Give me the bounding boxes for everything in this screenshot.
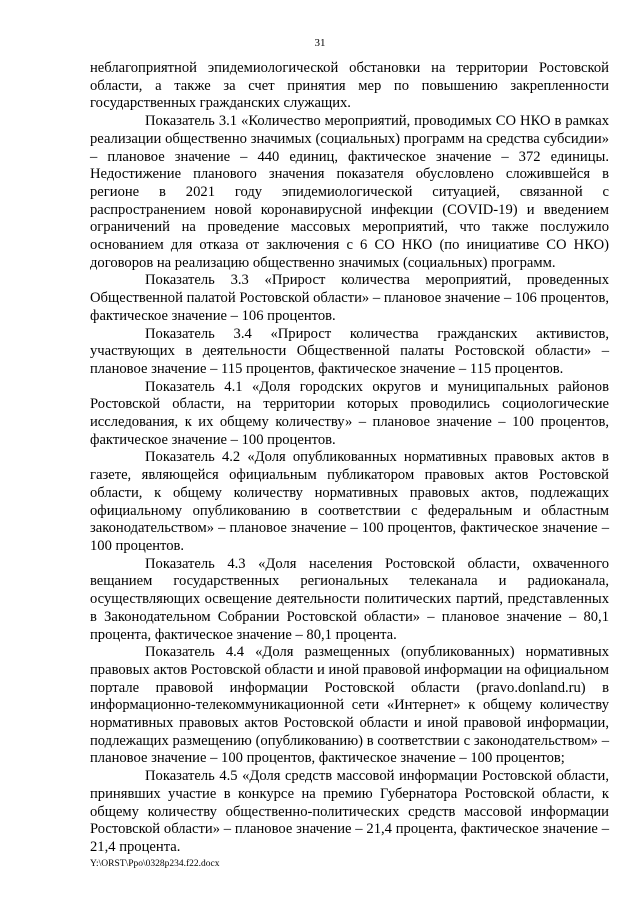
paragraph-continuation: неблагоприятной эпидемиологической обстановки на территории Ростовской области, а также за счет принятия мер по повышению закрепленности государственных гражданских служащих. bbox=[90, 60, 609, 112]
paragraph-indicator-4-5: Показатель 4.5 «Доля средств массовой информации Ростовской области, принявших участие в конкурсе на премию Губернатора Ростовской области, к общему количеству общественно-политических средств массовой информации Ростовской области» – плановое значение – 21,4 процента, фактическое значение – 21,4 процента. bbox=[90, 768, 609, 855]
paragraph-indicator-3-1: Показатель 3.1 «Количество мероприятий, проводимых СО НКО в рамках реализации общественно значимых (социальных) программ на средства субсидии» – плановое значение – 440 единиц, фактическое значение – 372 единицы. Недостижение планового значения показателя обусловлено сложившейся в регионе в 2021 году эпидемиологической ситуацией, связанной с распространением новой коронавирусной инфекции (COVID-19) и введением ограничений на проведение массовых мероприятий, что также послужило основанием для отказа от заключения с 6 СО НКО (по инициативе СО НКО) договоров на реализацию общественно значимых (социальных) программ. bbox=[90, 113, 609, 271]
footer-file-path: Y:\ORST\Ppo\0328p234.f22.docx bbox=[90, 859, 220, 869]
paragraph-indicator-4-2: Показатель 4.2 «Доля опубликованных нормативных правовых актов в газете, являющейся официальным публикатором правовых актов Ростовской области, к общему количеству нормативных правовых актов, подлежащих официальному опубликованию в соответствии с федеральным и областным законодательством» – плановое значение – 100 процентов, фактическое значение – 100 процентов. bbox=[90, 449, 609, 554]
paragraph-indicator-4-4: Показатель 4.4 «Доля размещенных (опубликованных) нормативных правовых актов Ростовской области и иной правовой информации на официальном портале правовой информации Ростовской области (pravo.donland.ru) в информационно-телекоммуникационной сети «Интернет» к общему количеству нормативных правовых актов Ростовской области и иной правовой информации, подлежащих размещению (опубликованию) в соответствии с законодательством» – плановое значение – 100 процентов, фактическое значение – 100 процентов; bbox=[90, 644, 609, 767]
page-number: 31 bbox=[314, 37, 326, 49]
paragraph-indicator-4-1: Показатель 4.1 «Доля городских округов и муниципальных районов Ростовской области, на территории которых проводились социологические исследования, к их общему количеству» – плановое значение – 100 процентов, фактическое значение – 100 процентов. bbox=[90, 378, 609, 448]
paragraph-indicator-4-3: Показатель 4.3 «Доля населения Ростовской области, охваченного вещанием государственных региональных телеканала и радиоканала, осуществляющих освещение деятельности политических партий, представленных в Законодательном Собрании Ростовской области» – плановое значение – 80,1 процента, фактическое значение – 80,1 процента. bbox=[90, 555, 609, 643]
paragraph-indicator-3-3: Показатель 3.3 «Прирост количества мероприятий, проведенных Общественной палатой Ростовской области» – плановое значение – 106 процентов, фактическое значение – 106 процентов. bbox=[90, 272, 609, 324]
paragraph-indicator-3-4: Показатель 3.4 «Прирост количества гражданских активистов, участвующих в деятельности Общественной палаты Ростовской области» – плановое значение – 115 процентов, фактическое значение – 115 процентов. bbox=[90, 325, 609, 377]
body-text bbox=[90, 60, 609, 857]
